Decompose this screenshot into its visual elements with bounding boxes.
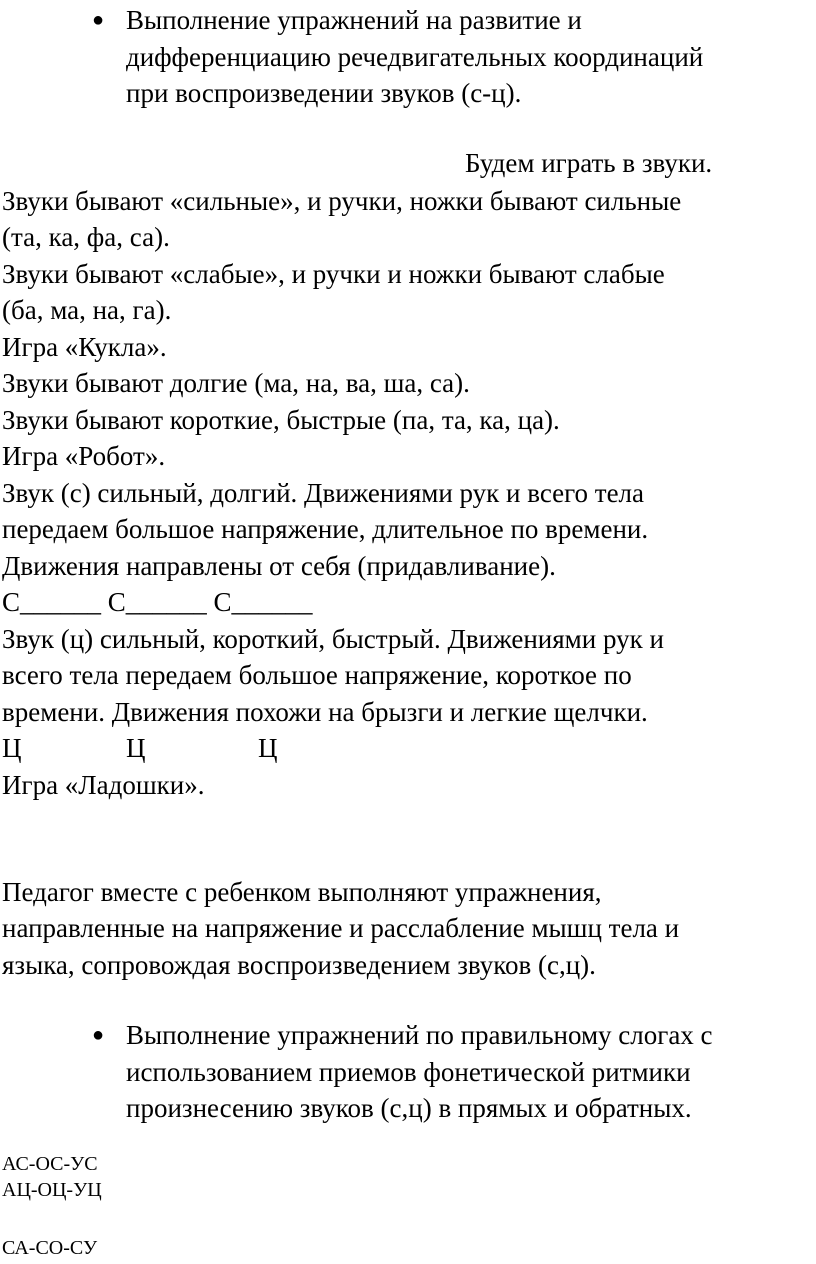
ts-letter-3: Ц — [258, 733, 278, 763]
body-line-4: (ба, ма, на, га). — [2, 295, 172, 325]
body-line-15: времени. Движения похожи на брызги и легкие щелчки. — [2, 697, 648, 727]
bullet-dot-icon: ● — [92, 1024, 105, 1046]
body-line-14: всего тела передаем большое напряжение, короткое по — [2, 660, 632, 690]
body-line-11: Движения направлены от себя (придавливание). — [2, 551, 556, 581]
ts-row — [2, 730, 278, 767]
bullet-item-2 — [92, 1017, 816, 1127]
body-line-2: (та, ка, фа, са). — [2, 222, 170, 252]
body-line-8: Игра «Робот». — [2, 441, 166, 471]
body-line-5: Игра «Кукла». — [2, 332, 167, 362]
body-line-10: передаем большое напряжение, длительное по времени. — [2, 514, 649, 544]
body-line-12: С______ С______ С______ — [2, 587, 313, 617]
section-title: Будем играть в звуки. — [465, 148, 713, 178]
body-line-6: Звуки бывают долгие (ма, на, ва, ша, са). — [2, 368, 470, 398]
body-line-13: Звук (ц) сильный, короткий, быстрый. Движениями рук и — [2, 624, 664, 654]
bullet1-line-2: дифференциацию речедвигательных координаций — [126, 41, 704, 72]
body-line-3: Звуки бывают «слабые», и ручки и ножки бывают слабые — [2, 259, 665, 289]
syllables-line-2: АЦ-ОЦ-УЦ — [2, 1179, 102, 1201]
body-line-7: Звуки бывают короткие, быстрые (па, та, ка, ца). — [2, 405, 560, 435]
bullet2-line-3: произнесению звуков (с,ц) в прямых и обратных. — [126, 1093, 692, 1123]
bullet2-line-1: Выполнение упражнений по правильному слогах с — [126, 1020, 713, 1050]
game-ladoshki: Игра «Ладошки». — [2, 770, 205, 800]
syllables-line-1: АС-ОС-УС — [2, 1153, 98, 1175]
bullet1-line-1: Выполнение упражнений на развитие и — [126, 5, 582, 35]
bullet-item-1 — [92, 2, 816, 112]
bullet1-line-3: при воспроизведении звуков (с-ц). — [126, 78, 522, 108]
body-line-1: Звуки бывают «сильные», и ручки, ножки бывают сильные — [2, 186, 682, 216]
bullet-dot-icon: ● — [92, 9, 105, 31]
teacher-line-3: языка, сопровождая воспроизведением звуков (с,ц). — [2, 950, 596, 980]
ts-letter-2: Ц — [126, 733, 146, 763]
teacher-line-2: направленные на напряжение и расслабление мышц тела и — [2, 913, 680, 943]
syllables-line-3: СА-СО-СУ — [2, 1237, 98, 1259]
bullet2-line-2: использованием приемов фонетической ритмики — [126, 1056, 691, 1087]
ts-letter-1: Ц — [2, 733, 22, 763]
teacher-line-1: Педагог вместе с ребенком выполняют упражнения, — [2, 877, 602, 907]
body-line-9: Звук (с) сильный, долгий. Движениями рук и всего тела — [2, 478, 645, 508]
